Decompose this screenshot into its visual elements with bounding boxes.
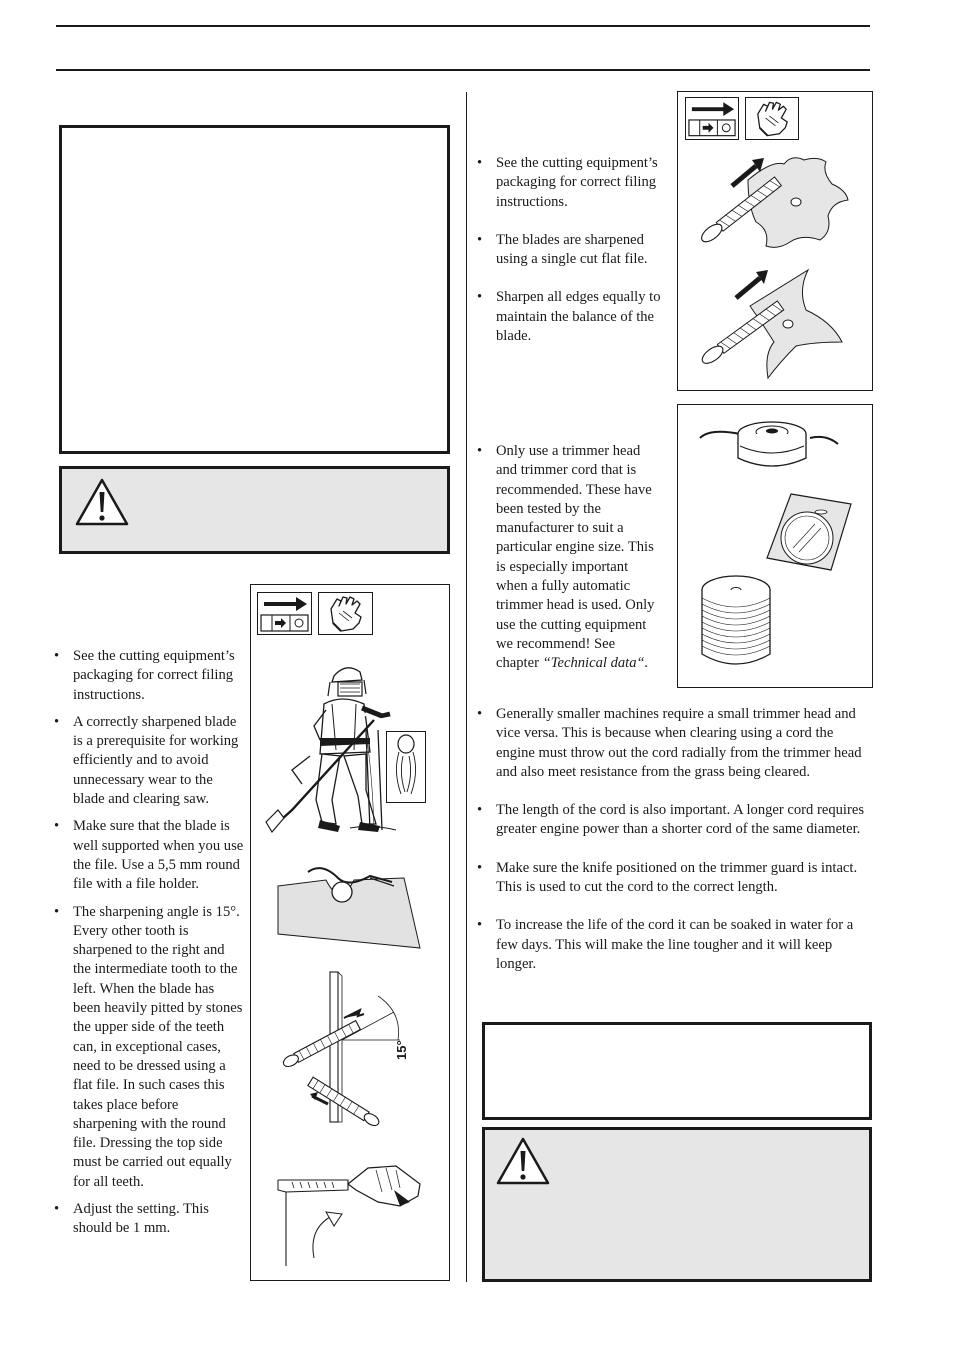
list-item [473,442,657,674]
list-item: • Sharpen all edges equally to maintain the balance of the blade. [473,288,667,346]
manual-icon-box [257,592,312,635]
sharpening-angle-illustration [282,968,432,1128]
manual-icon-box [685,97,739,140]
glove-icon-box [745,97,799,140]
list-item: • The sharpening angle is 15°. Every other tooth is sharpened to the right and the intermediate tooth to the left. When the blade has been heavily pitted by stones the upper side of the teeth can, in exceptional cases, need to be dressed using a flat file. In such cases this takes place before sharpening with the round file. Dressing the top side must be carried out equally for all teeth. [50,903,244,1192]
grass-blade-filing-illustration [692,150,862,260]
blade-filing-list [473,154,667,346]
list-item: • Make sure that the blade is well supported when you use the file. Use a 5,5 mm round file with a file holder. [50,817,244,894]
round-file-detail [387,732,425,802]
list-item: • See the cutting equipment’s packaging for correct filing instructions. [473,154,667,212]
cord-pack-icon [765,492,855,572]
trimmer-head-list [473,442,657,674]
cord-spool-icon [700,574,780,669]
header-bottom-rule [56,69,870,71]
warning-box-left [59,466,450,554]
warning-box-right [482,1127,872,1282]
protective-glove-icon [746,98,798,139]
list-item: • The length of the cord is also important. A longer cord requires greater engine power than a shorter cord of the same diameter. [473,801,871,840]
list-item: • Make sure the knife positioned on the trimmer guard is intact. This is used to cut the cord to the correct length. [473,859,871,898]
file-on-blade-tooth-illustration [278,858,428,948]
file-detail-inset [386,731,426,803]
glove-icon-box [318,592,373,635]
trimmer-head-icon [700,408,850,478]
empty-info-box [59,125,450,454]
empty-note-box [482,1022,872,1120]
brush-knife-filing-illustration [692,262,862,387]
column-divider [466,92,467,1282]
top-rule [56,25,870,27]
manual-arrow-icon [258,593,311,634]
angle-label: 15° [394,1040,409,1060]
sharpening-instructions-list [50,647,244,1239]
warning-triangle-icon [495,1136,551,1186]
list-item: • See the cutting equipment’s packaging for correct filing instructions. [50,647,244,705]
technical-data-reference: “Technical data“. [542,655,649,672]
list-item: • A correctly sharpened blade is a prerequisite for working efficiently and to avoid unnecessary wear to the blade and clearing saw. [50,713,244,809]
setting-gauge-illustration [272,1162,432,1267]
list-item: • Adjust the setting. This should be 1 mm. [50,1200,244,1239]
warning-triangle-icon [74,477,130,527]
protective-glove-icon [319,593,372,634]
list-item: • Generally smaller machines require a small trimmer head and vice versa. This is because when clearing using a cord the engine must throw out the cord radially from the trimmer head and also meet resistance from the grass being cleared. [473,705,871,782]
manual-arrow-icon [686,98,738,139]
trimmer-main-text: Only use a trimmer head and trimmer cord that is recommended. These have been tested by the manufacturer to suit a particular engine size. This is especially important when a fully automatic trimmer head is used. Only use the cutting equipment we recommend! See chapter [496,443,655,672]
list-item: • The blades are sharpened using a single cut flat file. [473,231,667,270]
cord-advice-list [473,705,871,974]
list-item: • To increase the life of the cord it can be soaked in water for a few days. This will make the line tougher and it will keep longer. [473,916,871,974]
